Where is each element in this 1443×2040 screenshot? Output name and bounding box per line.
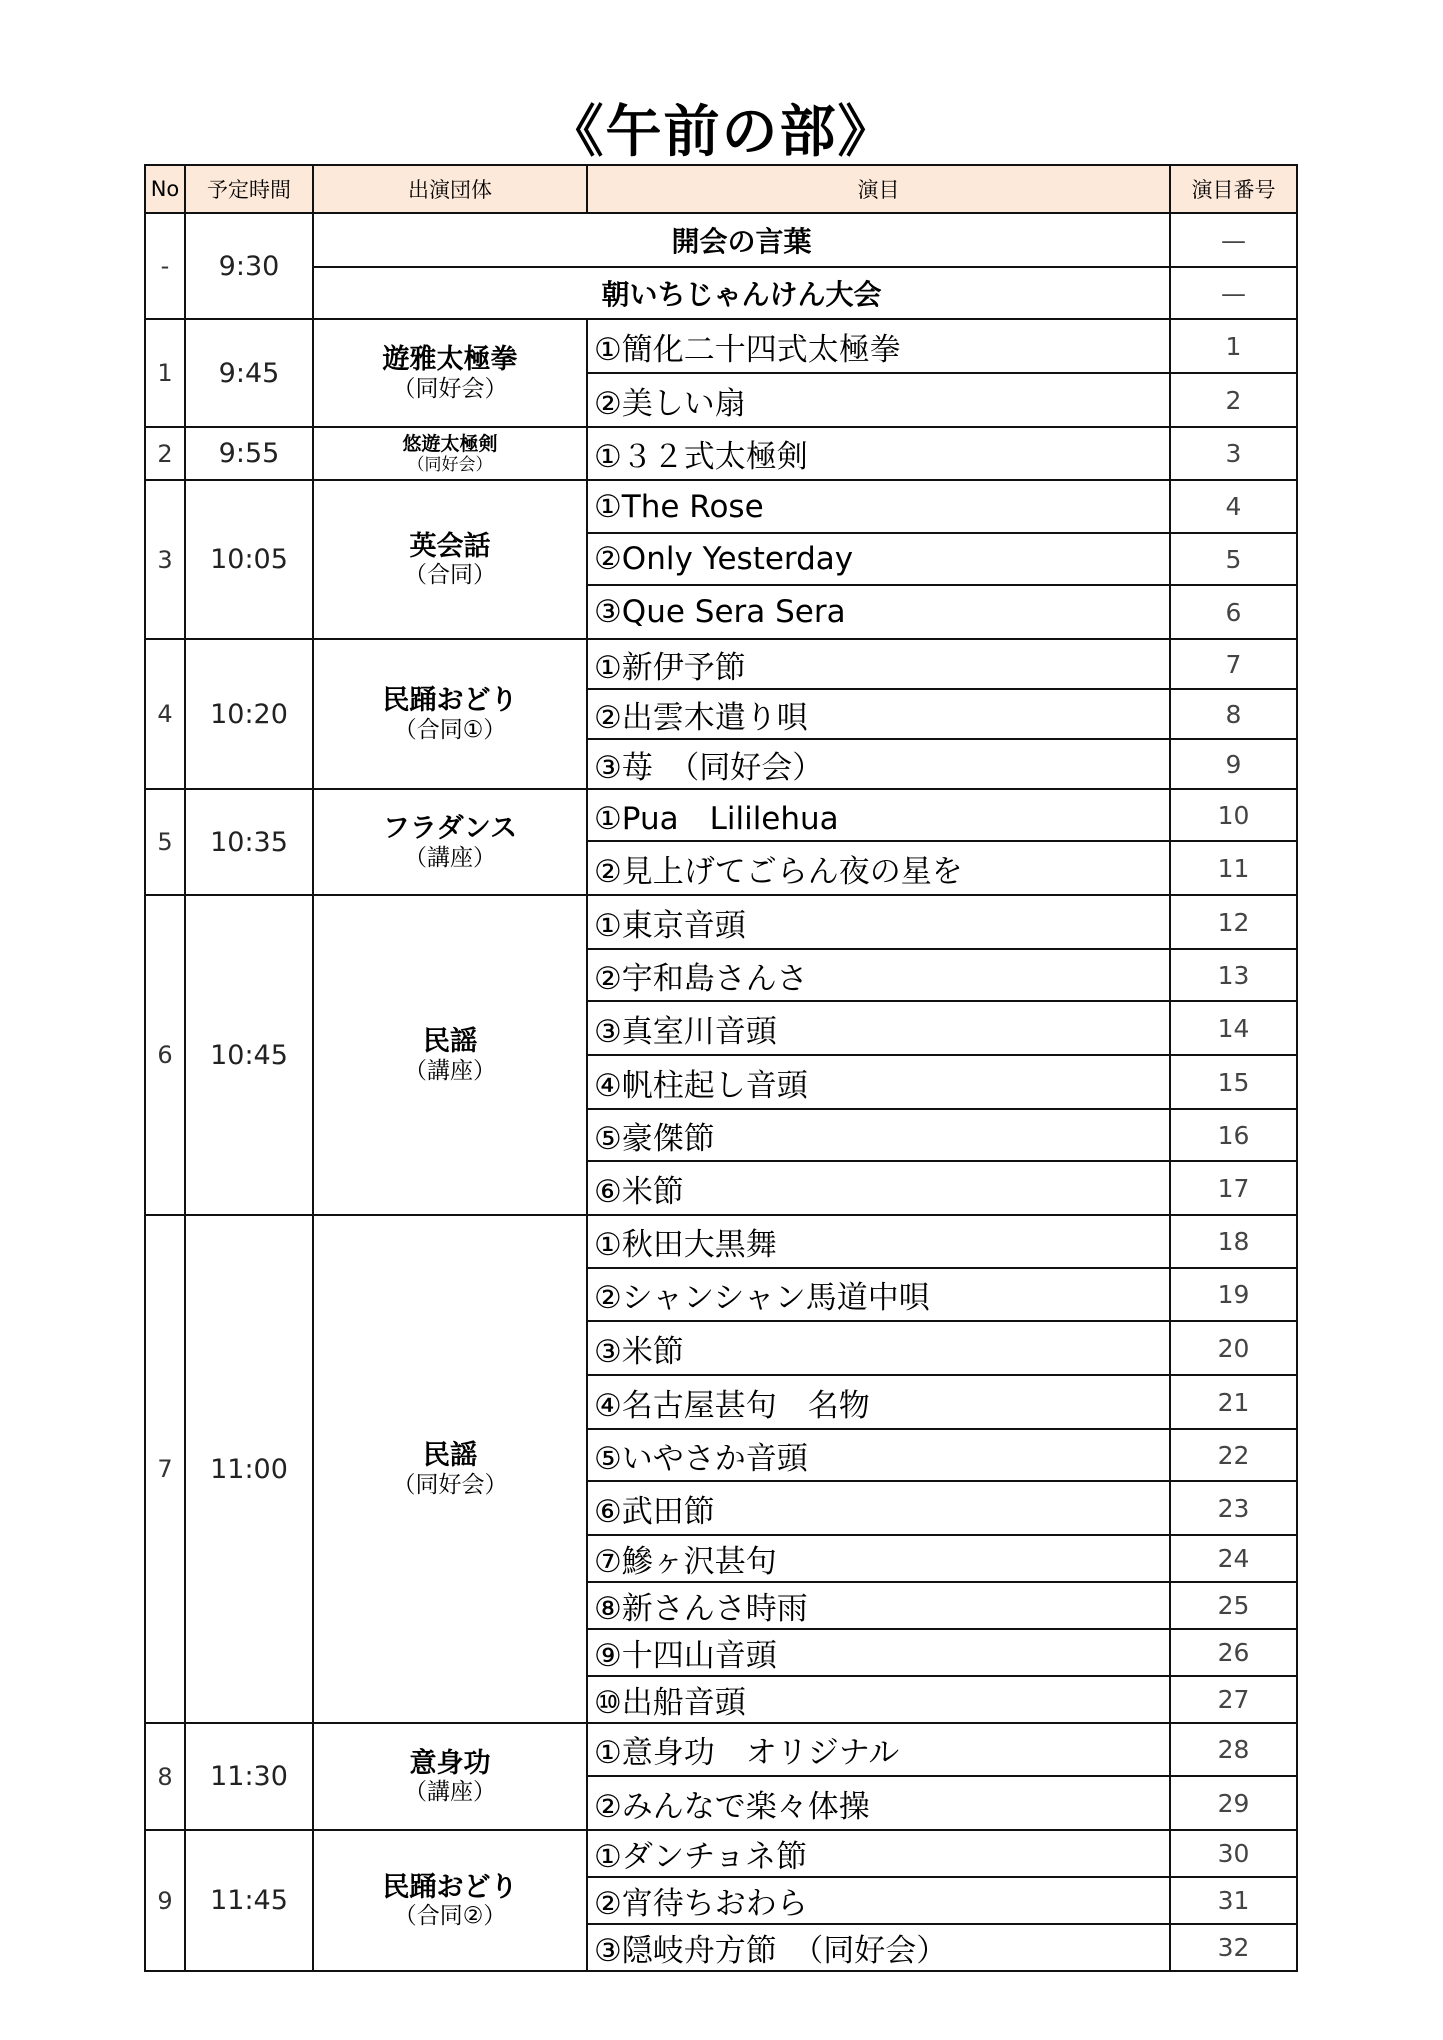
performing-group	[313, 1215, 587, 1723]
table-header-row	[145, 165, 1297, 213]
program-number: 23	[1170, 1481, 1297, 1535]
group-no: 2	[145, 427, 185, 480]
program-title: ①意身功 オリジナル	[587, 1723, 1170, 1776]
header-group: 出演団体	[313, 165, 587, 213]
program-title: ⑦鰺ヶ沢甚句	[587, 1535, 1170, 1582]
group-name: 民謡	[423, 1440, 477, 1472]
performing-group	[313, 480, 587, 639]
performing-group	[313, 895, 587, 1215]
program-title: ③苺 （同好会）	[587, 739, 1170, 789]
header-no: No	[145, 165, 185, 213]
program-title: ②宇和島さんさ	[587, 949, 1170, 1001]
program-number: 16	[1170, 1109, 1297, 1161]
scheduled-time: 9:45	[185, 319, 313, 427]
program-title: ④帆柱起し音頭	[587, 1055, 1170, 1109]
scheduled-time: 10:20	[185, 639, 313, 789]
group-type: （講座）	[404, 1057, 496, 1084]
program-number: 10	[1170, 789, 1297, 841]
program-title: ⑨十四山音頭	[587, 1629, 1170, 1676]
header-number: 演目番号	[1170, 165, 1297, 213]
group-no: 5	[145, 789, 185, 895]
program-title: ⑩出船音頭	[587, 1676, 1170, 1723]
program-number: 11	[1170, 841, 1297, 895]
program-number: —	[1170, 267, 1297, 319]
group-type: （同好会）	[407, 454, 493, 475]
program-number: 17	[1170, 1161, 1297, 1215]
program-number: 29	[1170, 1776, 1297, 1830]
group-no: -	[145, 213, 185, 319]
program-title: ①秋田大黒舞	[587, 1215, 1170, 1268]
program-number: 30	[1170, 1830, 1297, 1877]
program-title: ④名古屋甚句 名物	[587, 1375, 1170, 1429]
program-number: 12	[1170, 895, 1297, 949]
program-number: 4	[1170, 480, 1297, 533]
program-number: 27	[1170, 1676, 1297, 1723]
program-title: ①３２式太極剣	[587, 427, 1170, 480]
group-name: 遊雅太極拳	[382, 344, 518, 376]
scheduled-time: 9:55	[185, 427, 313, 480]
program-number: 15	[1170, 1055, 1297, 1109]
group-no: 8	[145, 1723, 185, 1830]
group-type: （同好会）	[392, 375, 508, 402]
program-title: ②美しい扇	[587, 373, 1170, 427]
program-number: 2	[1170, 373, 1297, 427]
program-title: ⑧新さんさ時雨	[587, 1582, 1170, 1629]
group-type: （講座）	[404, 1779, 496, 1806]
group-name: 民謡	[423, 1026, 477, 1058]
scheduled-time: 10:05	[185, 480, 313, 639]
program-title: ②Only Yesterday	[587, 533, 1170, 585]
page-title: 《午前の部》	[547, 100, 896, 165]
program-number: 21	[1170, 1375, 1297, 1429]
table-row	[145, 319, 1297, 373]
group-no: 1	[145, 319, 185, 427]
program-title: ①The Rose	[587, 480, 1170, 533]
program-title: ①東京音頭	[587, 895, 1170, 949]
group-type: （合同）	[404, 562, 496, 589]
group-name: 英会話	[409, 530, 491, 562]
scheduled-time: 11:45	[185, 1830, 313, 1971]
table-row	[145, 1830, 1297, 1877]
performing-group	[313, 1723, 587, 1830]
program-title: ⑤豪傑節	[587, 1109, 1170, 1161]
program-number: 20	[1170, 1321, 1297, 1375]
table-row	[145, 639, 1297, 689]
program-title: ⑥米節	[587, 1161, 1170, 1215]
program-number: 5	[1170, 533, 1297, 585]
program-title: ①ダンチョネ節	[587, 1830, 1170, 1877]
group-name: 悠遊太極剣	[402, 432, 498, 455]
program-number: 22	[1170, 1429, 1297, 1481]
program-number: 7	[1170, 639, 1297, 689]
performing-group	[313, 427, 587, 480]
group-type: （講座）	[404, 844, 496, 871]
scheduled-time: 10:45	[185, 895, 313, 1215]
group-no: 6	[145, 895, 185, 1215]
group-no: 9	[145, 1830, 185, 1971]
program-title: ②みんなで楽々体操	[587, 1776, 1170, 1830]
program-title: ②出雲木遣り唄	[587, 689, 1170, 739]
program-number: 14	[1170, 1001, 1297, 1055]
performing-group	[313, 1830, 587, 1971]
group-name: フラダンス	[382, 813, 518, 845]
scheduled-time: 9:30	[185, 213, 313, 319]
table-row	[145, 895, 1297, 949]
program-number: 1	[1170, 319, 1297, 373]
group-name: 意身功	[409, 1747, 491, 1779]
table-row	[145, 427, 1297, 480]
group-name: 民踊おどり	[382, 1871, 518, 1903]
program-number: 19	[1170, 1268, 1297, 1321]
scheduled-time: 11:30	[185, 1723, 313, 1830]
program-title: ①Pua Lililehua	[587, 789, 1170, 841]
program-number: 18	[1170, 1215, 1297, 1268]
program-number: 13	[1170, 949, 1297, 1001]
group-name: 民踊おどり	[382, 685, 518, 717]
group-type: （合同②）	[393, 1903, 507, 1930]
scheduled-time: 11:00	[185, 1215, 313, 1723]
table-row	[145, 480, 1297, 533]
special-event: 開会の言葉	[313, 213, 1170, 267]
group-no: 3	[145, 480, 185, 639]
program-number: 25	[1170, 1582, 1297, 1629]
program-title: ⑤いやさか音頭	[587, 1429, 1170, 1481]
program-title: ③Que Sera Sera	[587, 585, 1170, 639]
program-title: ②シャンシャン馬道中唄	[587, 1268, 1170, 1321]
performing-group	[313, 319, 587, 427]
program-title: ②見上げてごらん夜の星を	[587, 841, 1170, 895]
program-title: ①新伊予節	[587, 639, 1170, 689]
performing-group	[313, 789, 587, 895]
program-title: ②宵待ちおわら	[587, 1877, 1170, 1924]
program-number: 24	[1170, 1535, 1297, 1582]
program-title: ③真室川音頭	[587, 1001, 1170, 1055]
header-time: 予定時間	[185, 165, 313, 213]
table-row	[145, 1215, 1297, 1268]
group-no: 4	[145, 639, 185, 789]
program-title: ①簡化二十四式太極拳	[587, 319, 1170, 373]
header-program: 演目	[587, 165, 1170, 213]
program-number: 6	[1170, 585, 1297, 639]
table-row	[145, 213, 1297, 267]
program-number: 26	[1170, 1629, 1297, 1676]
program-table	[144, 164, 1298, 1972]
table-row	[145, 1723, 1297, 1776]
program-title: ⑥武田節	[587, 1481, 1170, 1535]
program-title: ③米節	[587, 1321, 1170, 1375]
program-number: 8	[1170, 689, 1297, 739]
program-number: 3	[1170, 427, 1297, 480]
table-row	[145, 789, 1297, 841]
program-title: ③隠岐舟方節 （同好会）	[587, 1924, 1170, 1971]
group-no: 7	[145, 1215, 185, 1723]
special-event: 朝いちじゃんけん大会	[313, 267, 1170, 319]
program-number: 32	[1170, 1924, 1297, 1971]
group-type: （同好会）	[392, 1471, 508, 1498]
scheduled-time: 10:35	[185, 789, 313, 895]
program-number: 9	[1170, 739, 1297, 789]
group-type: （合同①）	[393, 716, 507, 743]
program-number: 28	[1170, 1723, 1297, 1776]
performing-group	[313, 639, 587, 789]
program-number: 31	[1170, 1877, 1297, 1924]
program-number: —	[1170, 213, 1297, 267]
table-row	[145, 267, 1297, 319]
